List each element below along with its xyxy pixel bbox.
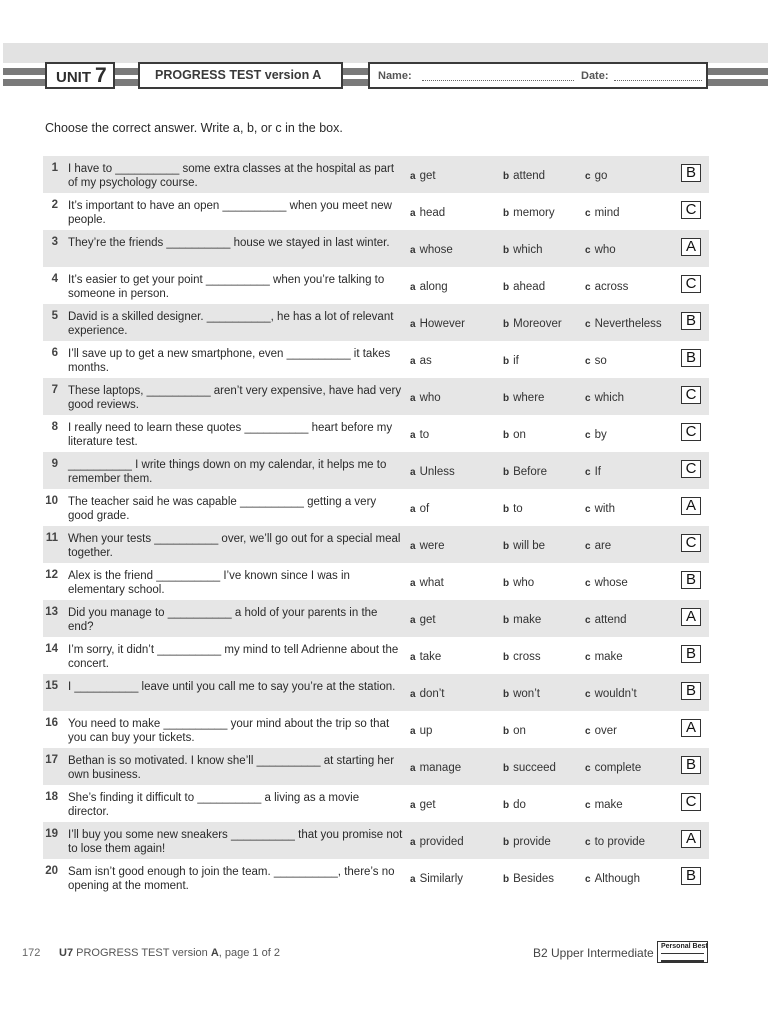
option-b-text: will be [513, 540, 546, 552]
option-c: c attend [585, 614, 627, 626]
footer-version: A [210, 947, 219, 959]
option-b: b succeed [503, 762, 556, 774]
option-b-text: Before [513, 466, 547, 478]
logo-text: Personal Best [661, 943, 708, 950]
option-b-text: succeed [513, 762, 556, 774]
option-a: a don’t [410, 688, 445, 700]
question-number: 12 [45, 569, 58, 581]
answer-box[interactable]: B [681, 164, 701, 182]
answer-box[interactable]: C [681, 201, 701, 219]
question-number: 4 [51, 273, 58, 285]
option-a: a provided [410, 836, 464, 848]
option-b: b will be [503, 540, 546, 552]
option-b-text: where [513, 392, 545, 404]
option-c-text: make [594, 651, 623, 663]
option-b-text: on [513, 725, 526, 737]
option-b-text: on [513, 429, 526, 441]
question-number: 7 [51, 384, 58, 396]
option-b-text: cross [513, 651, 541, 663]
option-b: b ahead [503, 281, 546, 293]
option-b: b attend [503, 170, 546, 182]
option-a: a along [410, 281, 448, 293]
option-c: c mind [585, 207, 620, 219]
option-a-text: who [419, 392, 441, 404]
question-text: I have to __________ some extra classes at the hospital as part of my psychology course. [68, 163, 395, 189]
option-b: b make [503, 614, 542, 626]
option-c: c complete [585, 762, 642, 774]
option-c-text: over [594, 725, 617, 737]
option-a-text: of [419, 503, 430, 515]
option-b: b Before [503, 466, 547, 478]
date-label: Date: [581, 70, 609, 82]
question-text: I’m sorry, it didn’t __________ my mind to tell Adrienne about the concert. [68, 644, 399, 670]
option-c-text: with [594, 503, 616, 515]
option-a: a Similarly [410, 873, 464, 885]
option-c: c across [585, 281, 629, 293]
question-row [43, 563, 709, 600]
answer-box[interactable]: B [681, 571, 701, 589]
option-a-text: up [419, 725, 433, 737]
question-text: It’s important to have an open __________ when you meet new people. [68, 200, 392, 226]
option-a: a what [410, 577, 444, 589]
question-number: 5 [51, 310, 58, 322]
option-a: a of [410, 503, 430, 515]
question-text: Bethan is so motivated. I know she’ll __________ at starting her own business. [68, 755, 395, 781]
option-b: b memory [503, 207, 555, 219]
option-b-text: do [513, 799, 526, 811]
footer-test-info [59, 947, 280, 959]
question-text: Alex is the friend __________ I’ve known since I was in elementary school. [68, 570, 350, 596]
question-row [43, 785, 709, 822]
question-row [43, 304, 709, 341]
question-number: 6 [51, 347, 58, 359]
option-b-text: Besides [513, 873, 555, 885]
option-a: a to [410, 429, 430, 441]
option-c-text: who [594, 244, 616, 256]
question-number: 20 [45, 865, 58, 877]
option-a: a get [410, 614, 436, 626]
page-number: 172 [22, 947, 41, 959]
option-a-text: get [419, 799, 436, 811]
option-a: a manage [410, 762, 462, 774]
question-number: 16 [45, 717, 58, 729]
unit-label [45, 62, 115, 89]
answer-box[interactable]: B [681, 645, 701, 663]
question-text: These laptops, __________ aren’t very expensive, have had very good reviews. [68, 385, 402, 411]
option-c-text: which [594, 392, 624, 404]
option-b-text: make [513, 614, 542, 626]
option-b: b do [503, 799, 526, 811]
question-row [43, 452, 709, 489]
option-a-text: Unless [419, 466, 455, 478]
option-a-text: provided [419, 836, 464, 848]
question-row [43, 859, 709, 896]
test-title: PROGRESS TEST version A [138, 62, 343, 89]
option-c: c by [585, 429, 607, 441]
option-b: b who [503, 577, 535, 589]
option-a-text: However [419, 318, 465, 330]
option-c-text: make [594, 799, 623, 811]
question-text: It’s easier to get your point __________ when you’re talking to someone in person. [68, 274, 385, 300]
option-a-text: as [419, 355, 432, 367]
option-c-text: attend [594, 614, 627, 626]
option-c-text: across [594, 281, 629, 293]
question-number: 11 [45, 532, 58, 544]
question-row [43, 748, 709, 785]
option-a-text: manage [419, 762, 462, 774]
name-field[interactable] [422, 80, 574, 81]
question-row [43, 230, 709, 267]
option-b-text: which [513, 244, 543, 256]
personal-best-logo [657, 941, 708, 963]
option-a-text: to [419, 429, 430, 441]
option-c: c who [585, 244, 616, 256]
question-number: 3 [51, 236, 58, 248]
name-label: Name: [378, 70, 412, 82]
option-b: b won’t [503, 688, 540, 700]
option-c: c over [585, 725, 617, 737]
option-b-text: ahead [513, 281, 546, 293]
question-text: They’re the friends __________ house we stayed in last winter. [68, 237, 390, 249]
question-row [43, 637, 709, 674]
question-row [43, 526, 709, 563]
question-row [43, 674, 709, 711]
option-c: c which [585, 392, 624, 404]
option-b-text: memory [513, 207, 555, 219]
option-b: b on [503, 429, 526, 441]
answer-box[interactable]: B [681, 312, 701, 330]
option-a: a However [410, 318, 465, 330]
question-number: 2 [51, 199, 58, 211]
option-c: c If [585, 466, 601, 478]
option-a: a were [410, 540, 445, 552]
option-a: a Unless [410, 466, 455, 478]
answer-box[interactable]: B [681, 682, 701, 700]
option-c: c whose [585, 577, 628, 589]
option-c-text: wouldn’t [594, 688, 637, 700]
option-c-text: Nevertheless [594, 318, 662, 330]
question-number: 1 [51, 162, 58, 174]
option-c: c go [585, 170, 608, 182]
answer-box[interactable]: A [681, 608, 701, 626]
option-a: a head [410, 207, 446, 219]
answer-box[interactable]: A [681, 719, 701, 737]
answer-box[interactable]: C [681, 793, 701, 811]
question-text: __________ I write things down on my calendar, it helps me to remember them. [68, 459, 387, 485]
question-text: I __________ leave until you call me to say you’re at the station. [68, 681, 396, 693]
option-b: b provide [503, 836, 551, 848]
question-row [43, 341, 709, 378]
option-c-text: If [594, 466, 601, 478]
option-a-text: along [419, 281, 448, 293]
question-text: You need to make __________ your mind about the trip so that you can buy your tickets. [68, 718, 390, 744]
footer-test-name: PROGRESS TEST version [76, 947, 208, 959]
question-text: I’ll save up to get a new smartphone, even __________ it takes months. [68, 348, 391, 374]
option-a: a take [410, 651, 442, 663]
answer-box[interactable]: C [681, 460, 701, 478]
answer-box[interactable]: C [681, 275, 701, 293]
question-number: 15 [45, 680, 58, 692]
option-b: b which [503, 244, 543, 256]
option-c-text: are [594, 540, 612, 552]
option-c-text: whose [594, 577, 628, 589]
option-c: c to provide [585, 836, 646, 848]
answer-box[interactable]: B [681, 867, 701, 885]
question-text: David is a skilled designer. __________, he has a lot of relevant experience. [68, 311, 394, 337]
unit-number: 7 [95, 64, 107, 87]
option-c: c Nevertheless [585, 318, 662, 330]
question-row [43, 415, 709, 452]
question-number: 17 [45, 754, 58, 766]
option-a-text: get [419, 170, 436, 182]
option-b: b Besides [503, 873, 555, 885]
option-a-text: whose [419, 244, 453, 256]
option-a: a who [410, 392, 441, 404]
footer-page-info: , page 1 of 2 [218, 947, 280, 959]
option-c: c wouldn’t [585, 688, 637, 700]
option-b-text: won’t [513, 688, 540, 700]
answer-box[interactable]: A [681, 830, 701, 848]
question-number: 14 [45, 643, 58, 655]
option-b: b if [503, 355, 519, 367]
header-background [3, 43, 768, 63]
option-a-text: were [419, 540, 445, 552]
option-b: b Moreover [503, 318, 562, 330]
option-a-text: head [419, 207, 446, 219]
option-a-text: take [419, 651, 442, 663]
question-text: She’s finding it difficult to __________ a living as a movie director. [68, 792, 360, 818]
option-c: c make [585, 651, 623, 663]
question-row [43, 193, 709, 230]
question-number: 10 [45, 495, 58, 507]
option-c: c are [585, 540, 612, 552]
option-a: a whose [410, 244, 453, 256]
question-number: 19 [45, 828, 58, 840]
option-b-text: attend [513, 170, 546, 182]
option-a-text: don’t [419, 688, 445, 700]
logo-lines [661, 953, 704, 962]
option-c: c with [585, 503, 616, 515]
option-a: a get [410, 799, 436, 811]
option-c: c so [585, 355, 607, 367]
answer-box[interactable]: C [681, 534, 701, 552]
option-b: b on [503, 725, 526, 737]
question-text: The teacher said he was capable __________ getting a very good grade. [68, 496, 377, 522]
answer-box[interactable]: C [681, 423, 701, 441]
option-a: a up [410, 725, 433, 737]
question-number: 8 [51, 421, 58, 433]
footer-unit-code: U7 [59, 947, 74, 959]
question-number: 13 [45, 606, 58, 618]
answer-box[interactable]: A [681, 497, 701, 515]
question-row [43, 711, 709, 748]
question-row [43, 600, 709, 637]
answer-box[interactable]: B [681, 349, 701, 367]
option-c-text: complete [594, 762, 642, 774]
question-number: 9 [51, 458, 58, 470]
option-c: c Although [585, 873, 640, 885]
option-a-text: Similarly [419, 873, 464, 885]
option-c-text: so [594, 355, 607, 367]
question-text: Sam isn’t good enough to join the team. __________, there’s no opening at the moment. [68, 866, 395, 892]
option-c: c make [585, 799, 623, 811]
question-row [43, 267, 709, 304]
question-text: Did you manage to __________ a hold of your parents in the end? [68, 607, 378, 633]
unit-word: UNIT [56, 69, 91, 86]
question-row [43, 822, 709, 859]
option-b: b cross [503, 651, 541, 663]
option-a: a as [410, 355, 432, 367]
option-b-text: if [513, 355, 519, 367]
option-a: a get [410, 170, 436, 182]
date-field[interactable] [614, 80, 702, 81]
footer-level: B2 Upper Intermediate [533, 946, 654, 960]
question-row [43, 156, 709, 193]
question-row [43, 378, 709, 415]
question-row [43, 489, 709, 526]
option-c-text: go [594, 170, 608, 182]
question-text: I really need to learn these quotes __________ heart before my literature test. [68, 422, 393, 448]
name-date-box [368, 62, 708, 89]
option-b-text: to [513, 503, 523, 515]
option-b-text: who [513, 577, 535, 589]
question-number: 18 [45, 791, 58, 803]
option-c-text: mind [594, 207, 620, 219]
option-b-text: Moreover [513, 318, 562, 330]
option-b: b to [503, 503, 523, 515]
option-c-text: to provide [594, 836, 646, 848]
answer-box[interactable]: C [681, 386, 701, 404]
answer-box[interactable]: B [681, 756, 701, 774]
option-c-text: Although [594, 873, 640, 885]
option-b-text: provide [513, 836, 551, 848]
option-b: b where [503, 392, 545, 404]
question-text: When your tests __________ over, we’ll go out for a special meal together. [68, 533, 401, 559]
option-a-text: get [419, 614, 436, 626]
instruction: Choose the correct answer. Write a, b, or c in the box. [45, 121, 343, 135]
option-a-text: what [419, 577, 444, 589]
question-text: I’ll buy you some new sneakers __________ that you promise not to lose them again! [68, 829, 403, 855]
option-c-text: by [594, 429, 607, 441]
answer-box[interactable]: A [681, 238, 701, 256]
